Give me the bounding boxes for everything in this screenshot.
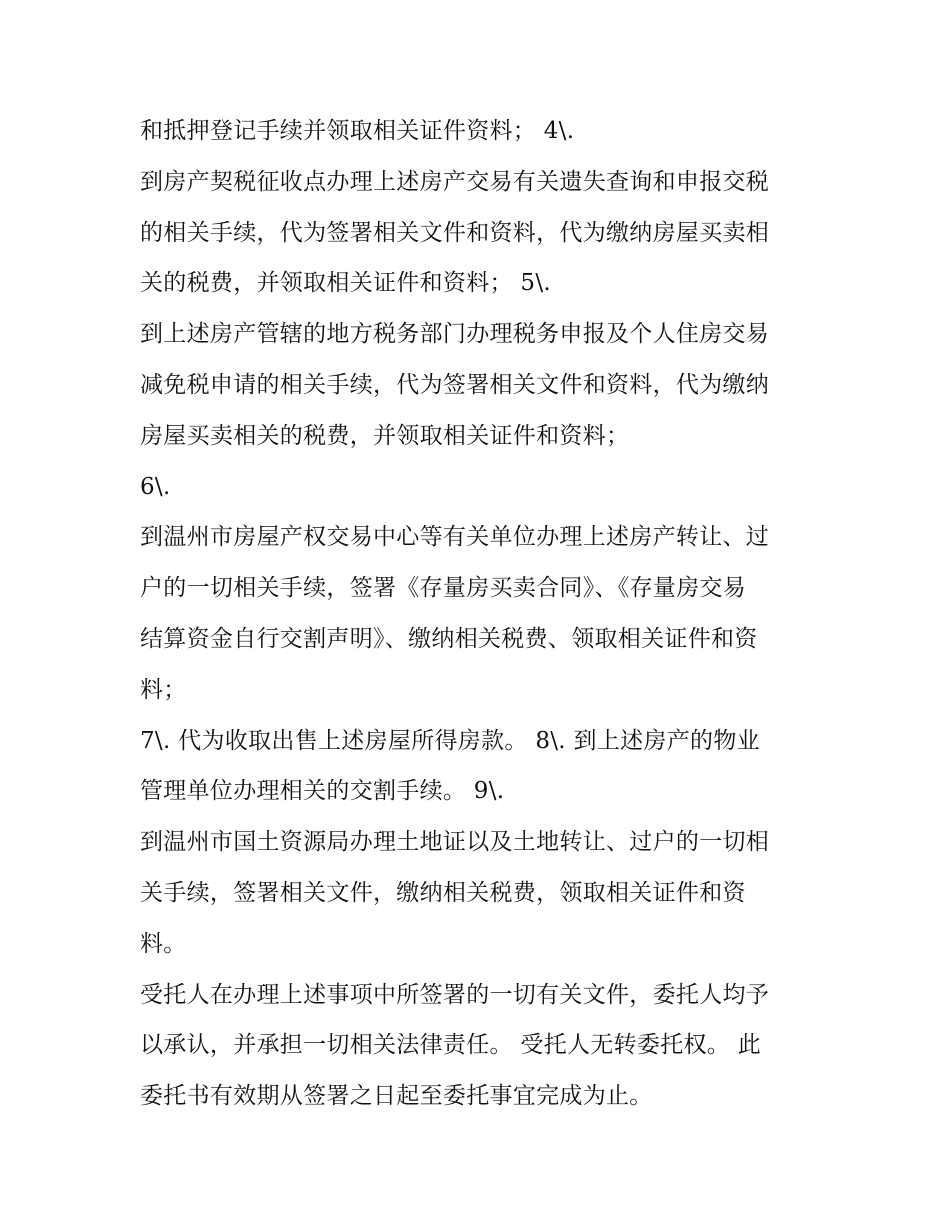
text-line: 到上述房产管辖的地方税务部门办理税务申报及个人住房交易 (140, 321, 770, 348)
text-line: 7\. 代为收取出售上述房屋所得房款。 8\. 到上述房产的物业 (140, 727, 760, 754)
text-line: 结算资金自行交割声明》、缴纳相关税费、领取相关证件和资 (140, 625, 758, 652)
text-line: 料； (140, 676, 187, 703)
text-line: 关的税费，并领取相关证件和资料； 5\. (140, 270, 552, 297)
text-line: 户的一切相关手续，签署《存量房买卖合同》、《存量房交易 (140, 575, 747, 602)
text-line: 的相关手续，代为签署相关文件和资料，代为缴纳房屋买卖相 (140, 219, 770, 246)
text-line: 到房产契税征收点办理上述房产交易有关遗失查询和申报交税 (140, 168, 770, 195)
text-line: 和抵押登记手续并领取相关证件资料； 4\. (140, 118, 575, 144)
text-line: 减免税申请的相关手续，代为签署相关文件和资料，代为缴纳 (140, 371, 770, 398)
text-line: 到温州市国土资源局办理土地证以及土地转让、过户的一切相 (140, 829, 770, 856)
text-line: 料。 (140, 930, 187, 957)
text-line: 管理单位办理相关的交割手续。 9\. (140, 778, 505, 805)
document-body (140, 106, 830, 1122)
text-line: 6\. (140, 473, 171, 500)
text-line: 委托书有效期从签署之日起至委托事宜完成为止。 (140, 1083, 653, 1110)
text-line: 房屋买卖相关的税费，并领取相关证件和资料； (140, 422, 630, 449)
text-line: 以承认，并承担一切相关法律责任。 受托人无转委托权。 此 (140, 1032, 762, 1059)
text-line: 关手续，签署相关文件，缴纳相关税费，领取相关证件和资 (140, 879, 746, 906)
text-line: 受托人在办理上述事项中所签署的一切有关文件，委托人均予 (140, 981, 770, 1008)
text-line: 到温州市房屋产权交易中心等有关单位办理上述房产转让、过 (140, 524, 770, 551)
